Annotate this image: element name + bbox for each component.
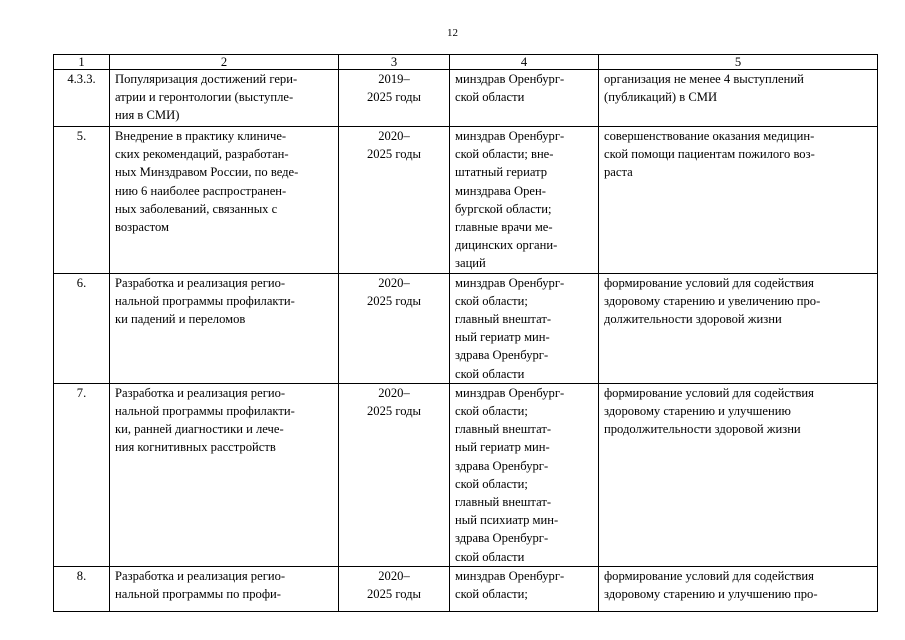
measure-name-line: Разработка и реализация регио- [115, 275, 286, 290]
years-line: 2025 годы [367, 90, 421, 105]
responsible-line: ской области [455, 549, 525, 564]
result-cell [599, 273, 878, 383]
table-row [54, 273, 878, 383]
measure-name-line: возрастом [115, 220, 169, 235]
measure-name-line: ния в СМИ) [115, 108, 180, 123]
table-row [54, 383, 878, 566]
result-cell [599, 566, 878, 611]
measure-name-line: нальной программы профилакти- [115, 293, 295, 308]
measures-table [53, 54, 878, 612]
result-cell [599, 383, 878, 566]
responsible-line: ный психиатр мин- [455, 513, 559, 528]
responsible-line: ской области [455, 90, 525, 105]
responsible-line: дицинских органи- [455, 238, 558, 253]
responsible-line: ный гериатр мин- [455, 330, 550, 345]
years-line: 2025 годы [367, 147, 421, 162]
responsible-line: ской области [455, 366, 525, 381]
column-header: 3 [339, 55, 450, 70]
result-line: ской помощи пациентам пожилого воз- [604, 147, 815, 162]
result-cell [599, 70, 878, 127]
measure-name-cell [110, 70, 339, 127]
years-line: 2020– [378, 129, 410, 143]
result-line: здоровому старению и увеличению про- [604, 293, 821, 308]
responsible-line: здрава Оренбург- [455, 348, 549, 363]
responsible-line: минздрав Оренбург- [455, 72, 565, 86]
years-cell [339, 383, 450, 566]
years-line: 2019– [378, 72, 410, 86]
responsible-line: ской области; [455, 476, 528, 491]
measure-name-line: ных заболеваний, связанных с [115, 201, 278, 216]
result-cell [599, 127, 878, 274]
measure-name-line: нальной программы профилакти- [115, 404, 295, 419]
responsible-line: главный внештат- [455, 422, 552, 437]
responsible-line: ный гериатр мин- [455, 440, 550, 455]
years-line: 2020– [378, 275, 410, 290]
years-line: 2025 годы [367, 404, 421, 419]
result-line: (публикаций) в СМИ [604, 90, 718, 105]
measure-name-cell [110, 127, 339, 274]
item-number: 6. [54, 273, 110, 383]
responsible-line: ской области; [455, 587, 528, 602]
measure-name-line: ки падений и переломов [115, 312, 246, 327]
responsible-line: главные врачи ме- [455, 220, 553, 235]
measure-name-cell [110, 273, 339, 383]
responsible-line: минздрав Оренбург- [455, 568, 565, 583]
responsible-line: заций [455, 256, 486, 271]
page-number: 12 [447, 27, 458, 39]
measure-name-line: ных Минздравом России, по веде- [115, 165, 299, 180]
column-header: 1 [54, 55, 110, 70]
responsible-line: здрава Оренбург- [455, 531, 549, 546]
measure-name-line: ки, ранней диагностики и лече- [115, 422, 284, 437]
responsible-cell [450, 566, 599, 611]
years-line: 2020– [378, 385, 410, 400]
measure-name-line: ния когнитивных расстройств [115, 440, 276, 455]
table-row [54, 127, 878, 274]
years-cell [339, 127, 450, 274]
responsible-line: минздрав Оренбург- [455, 275, 565, 290]
responsible-line: минздрав Оренбург- [455, 129, 565, 143]
responsible-line: ской области; вне- [455, 147, 554, 162]
responsible-line: ской области; [455, 404, 528, 419]
years-line: 2025 годы [367, 293, 421, 308]
measure-name-cell [110, 566, 339, 611]
measure-name-line: атрии и геронтологии (выступле- [115, 90, 294, 105]
measure-name-line: Разработка и реализация регио- [115, 568, 286, 583]
years-line: 2025 годы [367, 587, 421, 602]
measure-name-cell [110, 383, 339, 566]
responsible-cell [450, 273, 599, 383]
responsible-cell [450, 127, 599, 274]
item-number: 8. [54, 566, 110, 611]
responsible-line: главный внештат- [455, 495, 552, 510]
years-cell [339, 70, 450, 127]
column-header: 4 [450, 55, 599, 70]
result-line: формирование условий для содействия [604, 568, 814, 583]
table-row [54, 70, 878, 127]
responsible-line: минздрава Орен- [455, 183, 546, 198]
result-line: продолжительности здоровой жизни [604, 422, 801, 437]
responsible-line: бургской области; [455, 201, 552, 216]
measure-name-line: ских рекомендаций, разработан- [115, 147, 289, 162]
item-number: 5. [54, 127, 110, 274]
responsible-line: главный внештат- [455, 312, 552, 327]
years-line: 2020– [378, 568, 410, 583]
result-line: совершенствование оказания медицин- [604, 129, 815, 143]
column-header: 5 [599, 55, 878, 70]
responsible-line: штатный гериатр [455, 165, 548, 180]
result-line: формирование условий для содействия [604, 385, 814, 400]
responsible-line: ской области; [455, 293, 528, 308]
result-line: должительности здоровой жизни [604, 312, 782, 327]
measure-name-line: нальной программы по профи- [115, 587, 281, 602]
result-line: здоровому старению и улучшению [604, 404, 791, 419]
column-header: 2 [110, 55, 339, 70]
item-number: 4.3.3. [54, 70, 110, 127]
years-cell [339, 273, 450, 383]
responsible-line: минздрав Оренбург- [455, 385, 565, 400]
responsible-cell [450, 70, 599, 127]
measure-name-line: Разработка и реализация регио- [115, 385, 286, 400]
table-row [54, 566, 878, 611]
responsible-cell [450, 383, 599, 566]
result-line: раста [604, 165, 633, 180]
result-line: здоровому старению и улучшению про- [604, 587, 818, 602]
measure-name-line: Внедрение в практику клиниче- [115, 129, 287, 143]
measure-name-line: нию 6 наиболее распространен- [115, 183, 287, 198]
years-cell [339, 566, 450, 611]
result-line: формирование условий для содействия [604, 275, 814, 290]
measure-name-line: Популяризация достижений гери- [115, 72, 298, 86]
table-header-row [54, 55, 878, 70]
item-number: 7. [54, 383, 110, 566]
result-line: организация не менее 4 выступлений [604, 72, 804, 86]
responsible-line: здрава Оренбург- [455, 458, 549, 473]
